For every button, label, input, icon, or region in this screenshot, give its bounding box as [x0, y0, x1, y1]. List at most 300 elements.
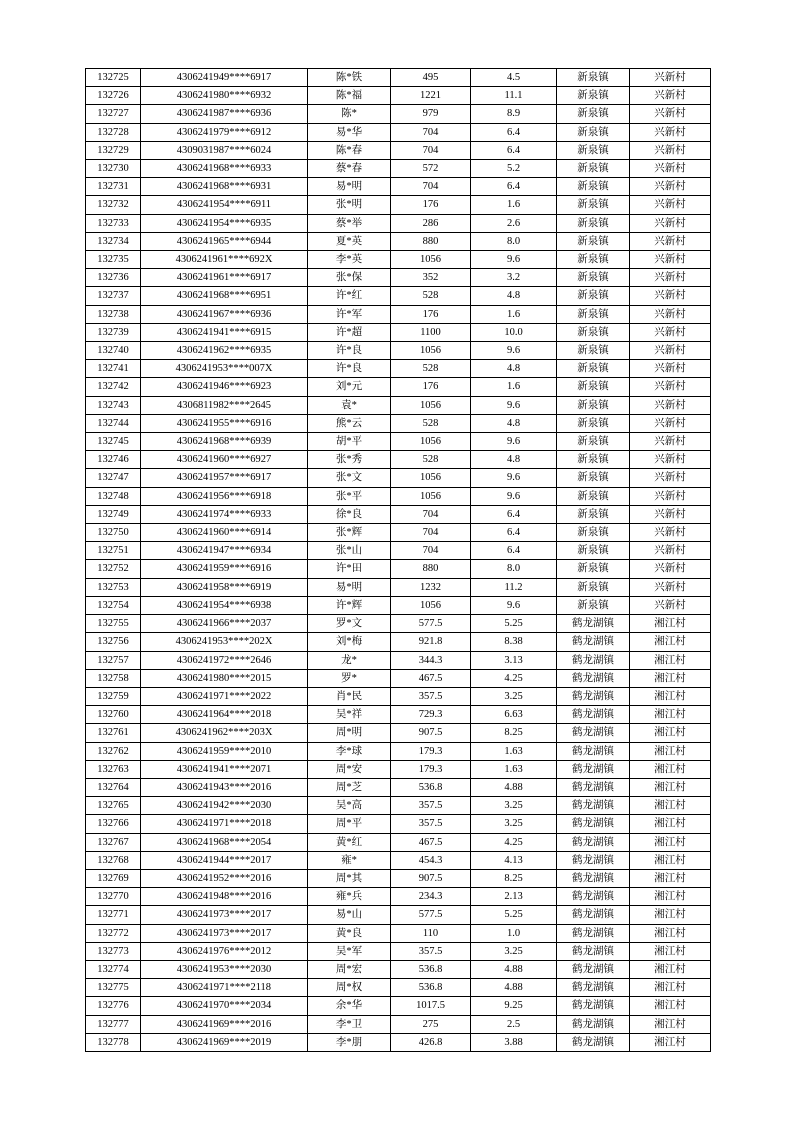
cell-village: 湘江村	[630, 833, 711, 851]
cell-village: 湘江村	[630, 1015, 711, 1033]
cell-town: 鹤龙湖镇	[557, 724, 630, 742]
cell-name: 黄*良	[308, 924, 391, 942]
cell-town: 鹤龙湖镇	[557, 869, 630, 887]
cell-village: 湘江村	[630, 633, 711, 651]
cell-town: 鹤龙湖镇	[557, 1015, 630, 1033]
cell-village: 湘江村	[630, 651, 711, 669]
table-row	[86, 232, 711, 250]
cell-name: 周*权	[308, 979, 391, 997]
cell-rate: 6.4	[471, 505, 557, 523]
cell-amount: 176	[391, 378, 471, 396]
cell-rate: 4.88	[471, 960, 557, 978]
cell-rate: 10.0	[471, 323, 557, 341]
cell-row-index: 132735	[86, 251, 141, 269]
cell-town: 新泉镇	[557, 433, 630, 451]
cell-amount: 1056	[391, 596, 471, 614]
cell-village: 兴新村	[630, 123, 711, 141]
cell-village: 兴新村	[630, 69, 711, 87]
cell-row-index: 132755	[86, 615, 141, 633]
table-row	[86, 396, 711, 414]
cell-row-index: 132760	[86, 706, 141, 724]
cell-amount: 704	[391, 505, 471, 523]
cell-row-index: 132757	[86, 651, 141, 669]
cell-amount: 577.5	[391, 906, 471, 924]
cell-town: 新泉镇	[557, 323, 630, 341]
cell-town: 新泉镇	[557, 505, 630, 523]
cell-row-index: 132750	[86, 524, 141, 542]
cell-id-number: 4306241968****2054	[141, 833, 308, 851]
table-row	[86, 69, 711, 87]
cell-id-number: 4306241972****2646	[141, 651, 308, 669]
table-row	[86, 323, 711, 341]
cell-id-number: 4306241941****2071	[141, 760, 308, 778]
cell-rate: 4.13	[471, 851, 557, 869]
table-row	[86, 487, 711, 505]
cell-name: 李*英	[308, 251, 391, 269]
cell-id-number: 4306241954****6938	[141, 596, 308, 614]
cell-id-number: 4306241960****6914	[141, 524, 308, 542]
cell-id-number: 4306241955****6916	[141, 414, 308, 432]
cell-amount: 704	[391, 542, 471, 560]
cell-id-number: 4306241943****2016	[141, 778, 308, 796]
cell-village: 兴新村	[630, 487, 711, 505]
cell-row-index: 132739	[86, 323, 141, 341]
cell-id-number: 4306241965****6944	[141, 232, 308, 250]
cell-village: 湘江村	[630, 742, 711, 760]
cell-village: 湘江村	[630, 906, 711, 924]
cell-town: 新泉镇	[557, 232, 630, 250]
cell-town: 鹤龙湖镇	[557, 851, 630, 869]
cell-name: 张*平	[308, 487, 391, 505]
cell-rate: 6.4	[471, 524, 557, 542]
table-row	[86, 269, 711, 287]
cell-row-index: 132741	[86, 360, 141, 378]
cell-town: 鹤龙湖镇	[557, 942, 630, 960]
cell-row-index: 132747	[86, 469, 141, 487]
cell-village: 湘江村	[630, 851, 711, 869]
cell-town: 鹤龙湖镇	[557, 797, 630, 815]
cell-town: 鹤龙湖镇	[557, 1033, 630, 1051]
cell-rate: 6.4	[471, 542, 557, 560]
cell-amount: 176	[391, 305, 471, 323]
cell-village: 湘江村	[630, 979, 711, 997]
cell-amount: 572	[391, 160, 471, 178]
table-row	[86, 433, 711, 451]
cell-village: 湘江村	[630, 960, 711, 978]
cell-village: 兴新村	[630, 433, 711, 451]
cell-name: 许*军	[308, 305, 391, 323]
table-row	[86, 942, 711, 960]
cell-amount: 1232	[391, 578, 471, 596]
cell-village: 湘江村	[630, 997, 711, 1015]
cell-town: 新泉镇	[557, 578, 630, 596]
cell-village: 兴新村	[630, 214, 711, 232]
cell-rate: 9.6	[471, 596, 557, 614]
cell-amount: 286	[391, 214, 471, 232]
cell-id-number: 4306241958****6919	[141, 578, 308, 596]
table-row	[86, 123, 711, 141]
cell-amount: 467.5	[391, 833, 471, 851]
cell-id-number: 4306241969****2019	[141, 1033, 308, 1051]
cell-id-number: 4306241967****6936	[141, 305, 308, 323]
cell-village: 兴新村	[630, 323, 711, 341]
table-row	[86, 724, 711, 742]
cell-name: 张*秀	[308, 451, 391, 469]
cell-id-number: 4306241952****2016	[141, 869, 308, 887]
cell-name: 张*明	[308, 196, 391, 214]
cell-row-index: 132768	[86, 851, 141, 869]
cell-town: 新泉镇	[557, 196, 630, 214]
cell-id-number: 4306241971****2118	[141, 979, 308, 997]
cell-id-number: 4306241968****6951	[141, 287, 308, 305]
table-row	[86, 214, 711, 232]
cell-row-index: 132767	[86, 833, 141, 851]
table-row	[86, 960, 711, 978]
cell-village: 湘江村	[630, 924, 711, 942]
cell-village: 湘江村	[630, 706, 711, 724]
cell-id-number: 4309031987****6024	[141, 141, 308, 159]
cell-row-index: 132773	[86, 942, 141, 960]
table-row	[86, 997, 711, 1015]
cell-row-index: 132736	[86, 269, 141, 287]
table-row	[86, 414, 711, 432]
table-row	[86, 160, 711, 178]
cell-village: 湘江村	[630, 724, 711, 742]
cell-village: 兴新村	[630, 451, 711, 469]
cell-row-index: 132759	[86, 687, 141, 705]
cell-id-number: 4306241959****2010	[141, 742, 308, 760]
cell-name: 徐*良	[308, 505, 391, 523]
cell-name: 陈*春	[308, 141, 391, 159]
cell-name: 张*山	[308, 542, 391, 560]
cell-row-index: 132778	[86, 1033, 141, 1051]
cell-town: 鹤龙湖镇	[557, 651, 630, 669]
cell-id-number: 4306241970****2034	[141, 997, 308, 1015]
table-row	[86, 105, 711, 123]
cell-rate: 9.6	[471, 469, 557, 487]
cell-row-index: 132776	[86, 997, 141, 1015]
cell-id-number: 4306241971****2022	[141, 687, 308, 705]
cell-town: 新泉镇	[557, 396, 630, 414]
cell-id-number: 4306811982****2645	[141, 396, 308, 414]
cell-id-number: 4306241954****6935	[141, 214, 308, 232]
cell-village: 兴新村	[630, 524, 711, 542]
cell-name: 许*辉	[308, 596, 391, 614]
cell-name: 易*明	[308, 178, 391, 196]
cell-row-index: 132752	[86, 560, 141, 578]
cell-village: 兴新村	[630, 105, 711, 123]
cell-rate: 3.13	[471, 651, 557, 669]
cell-town: 新泉镇	[557, 214, 630, 232]
cell-rate: 11.2	[471, 578, 557, 596]
cell-village: 兴新村	[630, 378, 711, 396]
cell-village: 兴新村	[630, 251, 711, 269]
table-row	[86, 1033, 711, 1051]
cell-town: 鹤龙湖镇	[557, 888, 630, 906]
cell-town: 鹤龙湖镇	[557, 833, 630, 851]
table-row	[86, 778, 711, 796]
cell-amount: 467.5	[391, 669, 471, 687]
cell-village: 湘江村	[630, 778, 711, 796]
cell-rate: 4.88	[471, 979, 557, 997]
table-row	[86, 178, 711, 196]
cell-rate: 5.25	[471, 906, 557, 924]
cell-rate: 9.6	[471, 342, 557, 360]
cell-name: 张*文	[308, 469, 391, 487]
cell-rate: 3.25	[471, 687, 557, 705]
cell-name: 吴*祥	[308, 706, 391, 724]
cell-town: 新泉镇	[557, 342, 630, 360]
cell-village: 兴新村	[630, 414, 711, 432]
cell-id-number: 4306241961****6917	[141, 269, 308, 287]
cell-town: 新泉镇	[557, 451, 630, 469]
cell-amount: 1056	[391, 487, 471, 505]
cell-amount: 110	[391, 924, 471, 942]
cell-row-index: 132740	[86, 342, 141, 360]
cell-amount: 1056	[391, 342, 471, 360]
cell-amount: 536.8	[391, 979, 471, 997]
cell-id-number: 4306241949****6917	[141, 69, 308, 87]
cell-row-index: 132761	[86, 724, 141, 742]
cell-town: 新泉镇	[557, 251, 630, 269]
cell-name: 李*球	[308, 742, 391, 760]
cell-village: 湘江村	[630, 942, 711, 960]
cell-row-index: 132765	[86, 797, 141, 815]
table-row	[86, 669, 711, 687]
cell-name: 许*红	[308, 287, 391, 305]
cell-rate: 9.25	[471, 997, 557, 1015]
cell-town: 鹤龙湖镇	[557, 669, 630, 687]
table-row	[86, 141, 711, 159]
cell-amount: 528	[391, 360, 471, 378]
cell-rate: 6.4	[471, 178, 557, 196]
table-row	[86, 87, 711, 105]
cell-name: 周*宏	[308, 960, 391, 978]
cell-rate: 11.1	[471, 87, 557, 105]
cell-village: 兴新村	[630, 578, 711, 596]
cell-name: 许*田	[308, 560, 391, 578]
cell-id-number: 4306241942****2030	[141, 797, 308, 815]
table-row	[86, 815, 711, 833]
cell-town: 新泉镇	[557, 87, 630, 105]
cell-name: 夏*英	[308, 232, 391, 250]
table-row	[86, 687, 711, 705]
table-row	[86, 924, 711, 942]
cell-row-index: 132756	[86, 633, 141, 651]
cell-amount: 907.5	[391, 724, 471, 742]
cell-row-index: 132753	[86, 578, 141, 596]
cell-row-index: 132771	[86, 906, 141, 924]
cell-row-index: 132775	[86, 979, 141, 997]
cell-town: 新泉镇	[557, 542, 630, 560]
cell-rate: 8.0	[471, 232, 557, 250]
cell-amount: 979	[391, 105, 471, 123]
cell-amount: 704	[391, 141, 471, 159]
cell-town: 新泉镇	[557, 69, 630, 87]
cell-town: 鹤龙湖镇	[557, 997, 630, 1015]
benefit-table	[85, 68, 711, 1052]
cell-village: 兴新村	[630, 305, 711, 323]
cell-village: 兴新村	[630, 287, 711, 305]
cell-rate: 8.25	[471, 724, 557, 742]
cell-id-number: 4306241976****2012	[141, 942, 308, 960]
cell-amount: 1056	[391, 251, 471, 269]
cell-rate: 8.9	[471, 105, 557, 123]
table-row	[86, 742, 711, 760]
table-row	[86, 1015, 711, 1033]
cell-row-index: 132738	[86, 305, 141, 323]
cell-amount: 1100	[391, 323, 471, 341]
cell-name: 周*芝	[308, 778, 391, 796]
cell-rate: 9.6	[471, 396, 557, 414]
cell-amount: 275	[391, 1015, 471, 1033]
cell-name: 许*良	[308, 360, 391, 378]
cell-town: 新泉镇	[557, 414, 630, 432]
table-row	[86, 706, 711, 724]
cell-id-number: 4306241957****6917	[141, 469, 308, 487]
cell-village: 兴新村	[630, 196, 711, 214]
cell-amount: 704	[391, 178, 471, 196]
cell-town: 鹤龙湖镇	[557, 633, 630, 651]
cell-amount: 454.3	[391, 851, 471, 869]
cell-name: 许*良	[308, 342, 391, 360]
table-row	[86, 596, 711, 614]
cell-row-index: 132769	[86, 869, 141, 887]
cell-town: 新泉镇	[557, 105, 630, 123]
cell-amount: 528	[391, 287, 471, 305]
cell-village: 兴新村	[630, 560, 711, 578]
cell-row-index: 132748	[86, 487, 141, 505]
cell-id-number: 4306241944****2017	[141, 851, 308, 869]
cell-amount: 704	[391, 524, 471, 542]
cell-village: 兴新村	[630, 360, 711, 378]
cell-row-index: 132754	[86, 596, 141, 614]
table-row	[86, 851, 711, 869]
cell-town: 鹤龙湖镇	[557, 906, 630, 924]
cell-town: 鹤龙湖镇	[557, 924, 630, 942]
cell-id-number: 4306241987****6936	[141, 105, 308, 123]
cell-amount: 1221	[391, 87, 471, 105]
cell-name: 胡*平	[308, 433, 391, 451]
cell-name: 雍*兵	[308, 888, 391, 906]
table-row	[86, 451, 711, 469]
cell-row-index: 132751	[86, 542, 141, 560]
cell-village: 湘江村	[630, 797, 711, 815]
cell-rate: 2.6	[471, 214, 557, 232]
cell-row-index: 132734	[86, 232, 141, 250]
cell-town: 鹤龙湖镇	[557, 742, 630, 760]
cell-rate: 5.25	[471, 615, 557, 633]
cell-name: 李*朋	[308, 1033, 391, 1051]
cell-row-index: 132743	[86, 396, 141, 414]
cell-village: 湘江村	[630, 760, 711, 778]
cell-name: 易*明	[308, 578, 391, 596]
cell-amount: 704	[391, 123, 471, 141]
cell-id-number: 4306241953****202X	[141, 633, 308, 651]
table-row	[86, 305, 711, 323]
cell-row-index: 132727	[86, 105, 141, 123]
cell-name: 陈*铁	[308, 69, 391, 87]
cell-row-index: 132777	[86, 1015, 141, 1033]
cell-town: 鹤龙湖镇	[557, 706, 630, 724]
cell-row-index: 132729	[86, 141, 141, 159]
cell-id-number: 4306241973****2017	[141, 906, 308, 924]
cell-id-number: 4306241968****6939	[141, 433, 308, 451]
cell-name: 雍*	[308, 851, 391, 869]
cell-amount: 528	[391, 451, 471, 469]
cell-id-number: 4306241969****2016	[141, 1015, 308, 1033]
cell-name: 周*安	[308, 760, 391, 778]
cell-amount: 536.8	[391, 778, 471, 796]
cell-village: 兴新村	[630, 469, 711, 487]
cell-name: 蔡*春	[308, 160, 391, 178]
cell-name: 张*辉	[308, 524, 391, 542]
cell-amount: 577.5	[391, 615, 471, 633]
cell-id-number: 4306241964****2018	[141, 706, 308, 724]
cell-id-number: 4306241947****6934	[141, 542, 308, 560]
cell-name: 陈*福	[308, 87, 391, 105]
cell-name: 刘*元	[308, 378, 391, 396]
cell-id-number: 4306241971****2018	[141, 815, 308, 833]
cell-amount: 357.5	[391, 687, 471, 705]
cell-amount: 426.8	[391, 1033, 471, 1051]
cell-name: 周*其	[308, 869, 391, 887]
cell-town: 新泉镇	[557, 141, 630, 159]
cell-amount: 176	[391, 196, 471, 214]
cell-town: 鹤龙湖镇	[557, 615, 630, 633]
cell-amount: 1017.5	[391, 997, 471, 1015]
cell-id-number: 4306241974****6933	[141, 505, 308, 523]
cell-row-index: 132730	[86, 160, 141, 178]
table-row	[86, 633, 711, 651]
cell-amount: 495	[391, 69, 471, 87]
cell-village: 湘江村	[630, 1033, 711, 1051]
table-row	[86, 615, 711, 633]
cell-town: 新泉镇	[557, 123, 630, 141]
cell-row-index: 132745	[86, 433, 141, 451]
cell-village: 兴新村	[630, 542, 711, 560]
cell-rate: 1.0	[471, 924, 557, 942]
table-row	[86, 251, 711, 269]
table-row	[86, 833, 711, 851]
cell-town: 鹤龙湖镇	[557, 760, 630, 778]
cell-rate: 1.63	[471, 742, 557, 760]
cell-village: 兴新村	[630, 178, 711, 196]
cell-village: 兴新村	[630, 87, 711, 105]
cell-amount: 536.8	[391, 960, 471, 978]
cell-village: 湘江村	[630, 888, 711, 906]
cell-row-index: 132772	[86, 924, 141, 942]
table-row	[86, 287, 711, 305]
table-row	[86, 542, 711, 560]
cell-rate: 4.8	[471, 360, 557, 378]
cell-row-index: 132764	[86, 778, 141, 796]
cell-amount: 729.3	[391, 706, 471, 724]
cell-rate: 9.6	[471, 487, 557, 505]
cell-id-number: 4306241966****2037	[141, 615, 308, 633]
cell-id-number: 4306241968****6931	[141, 178, 308, 196]
cell-id-number: 4306241960****6927	[141, 451, 308, 469]
cell-name: 张*保	[308, 269, 391, 287]
cell-rate: 6.4	[471, 141, 557, 159]
cell-row-index: 132746	[86, 451, 141, 469]
cell-amount: 352	[391, 269, 471, 287]
table-row	[86, 888, 711, 906]
table-row	[86, 869, 711, 887]
cell-name: 许*超	[308, 323, 391, 341]
cell-rate: 1.6	[471, 305, 557, 323]
cell-town: 鹤龙湖镇	[557, 687, 630, 705]
